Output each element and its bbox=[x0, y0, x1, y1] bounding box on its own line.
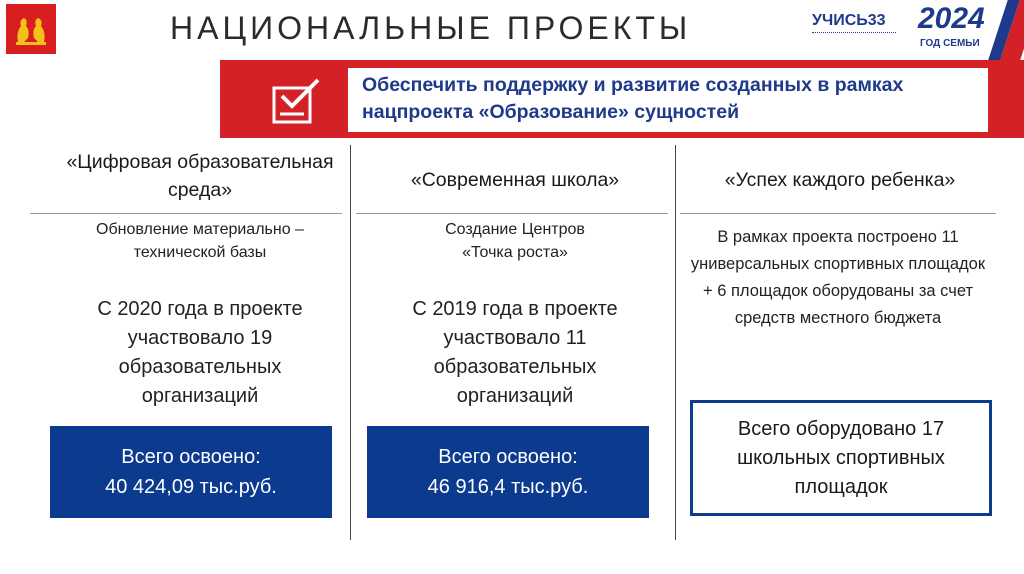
header-divider-1 bbox=[30, 213, 342, 214]
coat-of-arms-icon bbox=[6, 4, 56, 54]
checklist-icon bbox=[268, 74, 328, 135]
total-value-school: 46 916,4 тыс.руб. bbox=[427, 476, 589, 498]
column-body-success: В рамках проекта построено 11 универсальных спортивных площадок + 6 площадок оборудованы за счет средств местного бюджета bbox=[690, 228, 986, 327]
column-body-digital: С 2020 года в проекте участвовало 19 образовательных организаций bbox=[97, 298, 303, 407]
total-label-school: Всего освоено: bbox=[438, 446, 578, 468]
column-body-school: С 2019 года в проекте участвовало 11 образовательных организаций bbox=[412, 298, 618, 407]
column-subtitle-school-line2: «Точка роста» bbox=[462, 244, 568, 261]
year-logo-caption: ГОД СЕМЬИ bbox=[920, 38, 980, 49]
header-divider-2 bbox=[356, 213, 668, 214]
column-subtitle-digital: Обновление материально – технической базы bbox=[96, 221, 304, 261]
banner-text: Обеспечить поддержку и развитие созданных в рамках нацпроекта «Образование» сущностей bbox=[362, 74, 904, 123]
total-box-success bbox=[690, 400, 992, 516]
brand-uchis-underline bbox=[812, 32, 896, 36]
column-divider-1 bbox=[350, 145, 351, 540]
total-value-digital: 40 424,09 тыс.руб. bbox=[105, 476, 277, 498]
column-heading-success: «Успех каждого ребенка» bbox=[724, 169, 956, 191]
total-label-digital: Всего освоено: bbox=[121, 446, 261, 468]
column-subtitle-school-line1: Создание Центров bbox=[445, 221, 585, 238]
brand-uchis-logo bbox=[812, 12, 886, 30]
column-heading-school: «Современная школа» bbox=[410, 169, 620, 191]
total-box-digital bbox=[50, 426, 332, 518]
brand-uchis-text: УЧИСЬ33 bbox=[812, 12, 886, 29]
column-subtitle-school bbox=[370, 218, 660, 264]
year-logo: 2024 bbox=[918, 2, 985, 35]
column-divider-2 bbox=[675, 145, 676, 540]
total-text-success: Всего оборудовано 17 школьных спортивных площадок bbox=[737, 417, 945, 498]
header-divider-3 bbox=[680, 213, 996, 214]
header bbox=[0, 0, 1024, 60]
column-heading-digital: «Цифровая образовательная среда» bbox=[66, 151, 334, 201]
page-title: НАЦИОНАЛЬНЫЕ ПРОЕКТЫ bbox=[170, 10, 692, 46]
total-box-school bbox=[367, 426, 649, 518]
